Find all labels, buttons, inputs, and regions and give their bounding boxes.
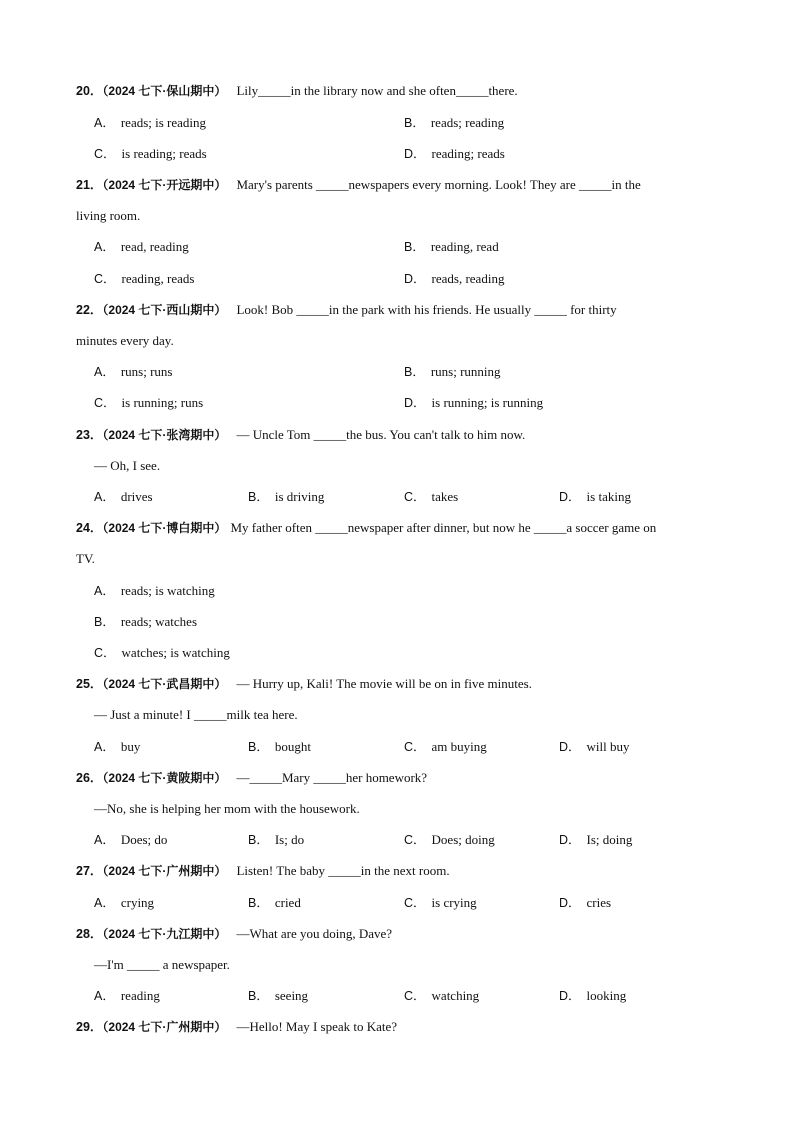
question-number: 21．: [76, 178, 103, 192]
question-stem: —_____Mary _____her homework?: [236, 770, 428, 785]
option-text: looking: [586, 988, 627, 1003]
option-a: [94, 238, 189, 256]
question-26-stem-line: [76, 769, 427, 787]
question-stem-continuation: TV.: [76, 551, 95, 566]
question-number: 29．: [76, 1020, 103, 1034]
option-text: is running; runs: [121, 395, 204, 410]
option-label: A．: [94, 490, 115, 504]
option-text: crying: [120, 895, 155, 910]
question-28-stem-line: [76, 925, 392, 943]
option-label: A．: [94, 896, 115, 910]
option-text: cries: [586, 895, 612, 910]
question-source: （2024 七下·博白期中）: [102, 521, 227, 535]
option-text: drives: [120, 489, 153, 504]
option-c: [404, 488, 458, 506]
option-label: B．: [94, 615, 115, 629]
question-source: （2024 七下·九江期中）: [102, 927, 227, 941]
option-text: Is; doing: [586, 832, 633, 847]
option-label: A．: [94, 584, 115, 598]
question-number: 28．: [76, 927, 103, 941]
question-27-stem-line: [76, 862, 450, 880]
option-text: is taking: [586, 489, 631, 504]
question-dialogue-line: — Oh, I see.: [94, 458, 161, 473]
option-text: is driving: [274, 489, 325, 504]
option-b: [248, 738, 311, 756]
option-text: reading; reads: [431, 146, 505, 161]
option-b: [404, 238, 499, 256]
option-d: [404, 145, 505, 163]
question-source: （2024 七下·黄陂期中）: [102, 771, 227, 785]
option-label: C．: [404, 740, 426, 754]
option-a: [94, 488, 153, 506]
question-25-stem-line: [76, 675, 532, 693]
option-text: takes: [431, 489, 459, 504]
option-text: reads; reading: [430, 115, 505, 130]
question-number: 20．: [76, 84, 103, 98]
question-stem: Look! Bob _____in the park with his friends. He usually _____ for thirty: [236, 302, 617, 317]
question-number: 26．: [76, 771, 103, 785]
option-label: B．: [404, 240, 425, 254]
question-dialogue-line: — Just a minute! I _____milk tea here.: [94, 707, 298, 722]
option-d: [559, 488, 631, 506]
option-label: D．: [559, 989, 581, 1003]
option-label: C．: [404, 490, 426, 504]
option-text: Does; doing: [431, 832, 495, 847]
question-number: 27．: [76, 864, 103, 878]
option-text: will buy: [586, 739, 630, 754]
question-source: （2024 七下·张湾期中）: [102, 428, 227, 442]
question-stem: —What are you doing, Dave?: [236, 926, 393, 941]
question-source: （2024 七下·广州期中）: [102, 1020, 227, 1034]
question-20-stem-line: [76, 82, 518, 100]
option-text: buy: [120, 739, 141, 754]
option-label: B．: [404, 365, 425, 379]
option-d: [559, 831, 632, 849]
option-d: [404, 394, 543, 412]
question-source: （2024 七下·保山期中）: [102, 84, 227, 98]
option-d: [559, 987, 626, 1005]
option-c: [94, 394, 203, 412]
option-label: B．: [248, 896, 269, 910]
question-stem: My father often _____newspaper after dinner, but now he _____a soccer game on: [230, 520, 657, 535]
option-text: cried: [274, 895, 301, 910]
option-label: A．: [94, 833, 115, 847]
option-text: is reading; reads: [121, 146, 207, 161]
option-label: C．: [404, 896, 426, 910]
option-a: [94, 114, 206, 132]
option-b: [94, 613, 197, 631]
question-stem-continuation: living room.: [76, 208, 141, 223]
option-label: B．: [248, 490, 269, 504]
option-c: [404, 894, 477, 912]
option-text: reads; is watching: [120, 583, 215, 598]
question-stem: Lily_____in the library now and she often_____there.: [236, 83, 518, 98]
option-label: D．: [559, 833, 581, 847]
option-label: A．: [94, 989, 115, 1003]
option-text: read, reading: [120, 239, 189, 254]
question-dialogue-line: —No, she is helping her mom with the housework.: [94, 801, 360, 816]
question-dialogue-line: —I'm _____ a newspaper.: [94, 957, 230, 972]
option-text: reading, reads: [121, 271, 195, 286]
question-24-stem-line: [76, 519, 656, 537]
option-c: [404, 831, 495, 849]
option-text: runs; runs: [120, 364, 173, 379]
option-c: [404, 738, 487, 756]
option-label: A．: [94, 240, 115, 254]
option-text: reading, read: [430, 239, 499, 254]
question-source: （2024 七下·开远期中）: [102, 178, 227, 192]
question-29-stem-line: [76, 1018, 397, 1036]
option-c: [94, 270, 194, 288]
option-label: B．: [248, 989, 269, 1003]
option-a: [94, 582, 215, 600]
option-text: is crying: [431, 895, 477, 910]
option-b: [404, 114, 504, 132]
question-stem: Listen! The baby _____in the next room.: [236, 863, 450, 878]
question-source: （2024 七下·西山期中）: [102, 303, 227, 317]
option-a: [94, 363, 172, 381]
option-label: C．: [94, 646, 116, 660]
option-label: A．: [94, 740, 115, 754]
option-label: D．: [404, 396, 426, 410]
option-text: runs; running: [430, 364, 501, 379]
option-d: [404, 270, 504, 288]
option-text: reads; is reading: [120, 115, 207, 130]
option-text: bought: [274, 739, 311, 754]
option-text: Does; do: [120, 832, 168, 847]
option-label: C．: [94, 272, 116, 286]
option-a: [94, 738, 140, 756]
option-d: [559, 738, 630, 756]
option-text: is running; is running: [431, 395, 544, 410]
option-a: [94, 831, 167, 849]
option-a: [94, 987, 160, 1005]
option-a: [94, 894, 154, 912]
option-text: am buying: [431, 739, 487, 754]
option-label: A．: [94, 116, 115, 130]
option-label: A．: [94, 365, 115, 379]
question-22-stem-line: [76, 301, 617, 319]
option-label: C．: [404, 989, 426, 1003]
option-label: C．: [94, 396, 116, 410]
option-b: [248, 488, 324, 506]
question-number: 23．: [76, 428, 103, 442]
option-text: reading: [120, 988, 160, 1003]
option-label: D．: [559, 490, 581, 504]
option-d: [559, 894, 611, 912]
question-stem: Mary's parents _____newspapers every morning. Look! They are _____in the: [236, 177, 641, 192]
option-b: [248, 987, 308, 1005]
option-c: [94, 644, 230, 662]
option-text: watching: [431, 988, 480, 1003]
option-label: B．: [248, 740, 269, 754]
option-c: [404, 987, 479, 1005]
option-label: C．: [404, 833, 426, 847]
option-label: D．: [559, 740, 581, 754]
question-number: 25．: [76, 677, 103, 691]
option-label: D．: [404, 147, 426, 161]
question-source: （2024 七下·武昌期中）: [102, 677, 227, 691]
option-label: D．: [559, 896, 581, 910]
option-label: B．: [404, 116, 425, 130]
question-23-stem-line: [76, 426, 525, 444]
option-text: reads, reading: [431, 271, 505, 286]
option-text: Is; do: [274, 832, 305, 847]
option-label: C．: [94, 147, 116, 161]
question-stem: — Hurry up, Kali! The movie will be on in five minutes.: [236, 676, 532, 691]
question-stem-continuation: minutes every day.: [76, 333, 174, 348]
question-stem: — Uncle Tom _____the bus. You can't talk to him now.: [236, 427, 526, 442]
option-b: [404, 363, 501, 381]
option-text: reads; watches: [120, 614, 198, 629]
question-number: 22．: [76, 303, 103, 317]
option-label: D．: [404, 272, 426, 286]
question-source: （2024 七下·广州期中）: [102, 864, 227, 878]
option-b: [248, 894, 301, 912]
option-text: seeing: [274, 988, 309, 1003]
option-label: B．: [248, 833, 269, 847]
question-stem: —Hello! May I speak to Kate?: [236, 1019, 398, 1034]
option-c: [94, 145, 207, 163]
question-21-stem-line: [76, 176, 641, 194]
option-b: [248, 831, 304, 849]
question-number: 24．: [76, 521, 103, 535]
option-text: watches; is watching: [121, 645, 230, 660]
